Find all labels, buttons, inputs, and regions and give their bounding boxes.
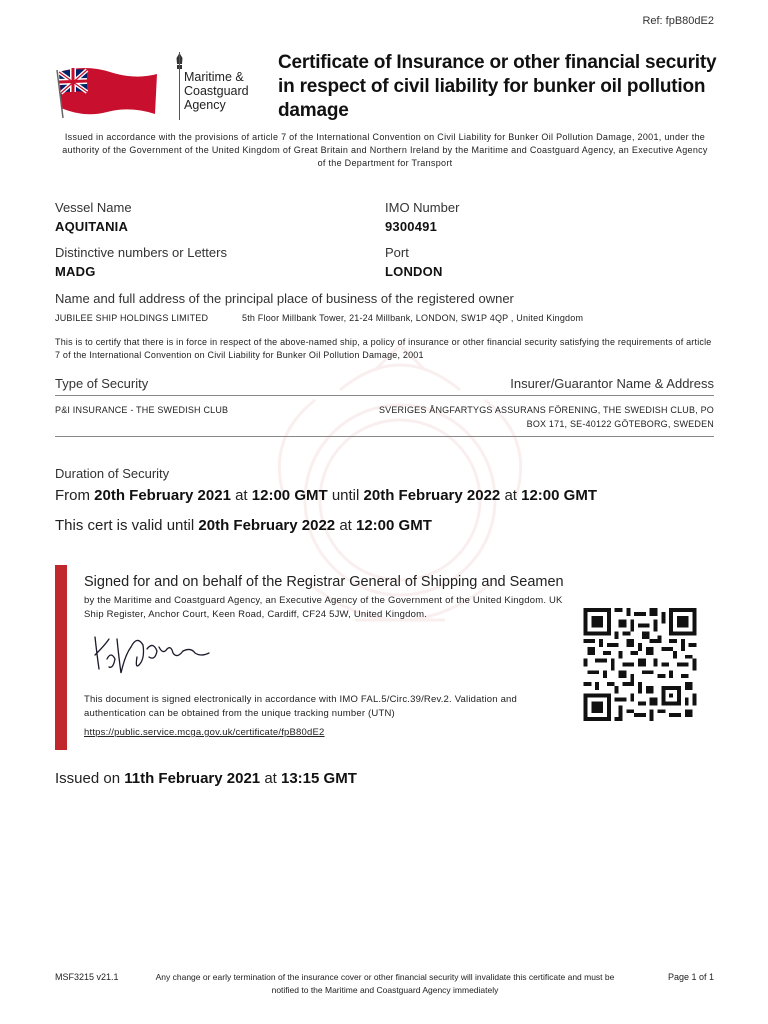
insurer-label: Insurer/Guarantor Name & Address <box>510 376 714 391</box>
agency-name: Maritime & Coastguard Agency <box>184 70 249 112</box>
signature-image <box>91 625 211 677</box>
until-date: 20th February 2022 <box>363 487 501 504</box>
signature-section <box>55 565 714 750</box>
port-value: LONDON <box>385 264 443 279</box>
qr-code[interactable] <box>581 608 699 721</box>
owner-address: 5th Floor Millbank Tower, 21-24 Millbank, LONDON, SW1P 4QP , United Kingdom <box>242 313 584 323</box>
signed-subtext: by the Maritime and Coastguard Agency, an Executive Agency of the Government of the United Kingdom. UK Ship Register, Anchor Court, Keen Road, Cardiff, CF24 5JW, United Kingdom. <box>84 595 563 620</box>
owner-label: Name and full address of the principal place of business of the registered owner <box>55 291 514 306</box>
vessel-name-label: Vessel Name <box>55 200 132 215</box>
issued-line: Issued on 11th February 2021 at 13:15 GMT <box>55 770 357 787</box>
red-ensign-flag-icon <box>55 62 159 120</box>
imo-number-label: IMO Number <box>385 200 460 215</box>
distinctive-letters-label: Distinctive numbers or Letters <box>55 245 227 260</box>
duration-label: Duration of Security <box>55 466 170 481</box>
duration-period: From 20th February 2021 at 12:00 GMT until 20th February 2022 at 12:00 GMT <box>55 487 597 504</box>
insurer-address-line1: SVERIGES ÅNGFARTYGS ASSURANS FÖRENING, THE SWEDISH CLUB, PO <box>378 405 714 415</box>
certificate-title: Certificate of Insurance or other financial security in respect of civil liability for bunker oil pollution damage <box>278 52 717 121</box>
valid-until-time: 12:00 GMT <box>356 517 432 534</box>
accent-bar <box>55 565 67 750</box>
insurer-address-line2: BOX 171, SE-40122 GÖTEBORG, SWEDEN <box>526 419 714 429</box>
form-number: MSF3215 v21.1 <box>55 972 119 982</box>
from-date: 20th February 2021 <box>94 487 231 504</box>
mca-logo <box>176 52 258 124</box>
electronic-signature-note: This document is signed electronically in accordance with IMO FAL.5/Circ.39/Rev.2. Validation and authentication can be obtained from the unique tracking number (UTN) <box>84 694 518 719</box>
vessel-name-value: AQUITANIA <box>55 219 129 234</box>
security-type-value: P&I INSURANCE - THE SWEDISH CLUB <box>55 405 229 415</box>
security-bottom-divider <box>55 436 714 437</box>
logo-divider <box>179 52 180 120</box>
signed-heading: Signed for and on behalf of the Registrar General of Shipping and Seamen <box>84 574 564 590</box>
issued-time: 13:15 GMT <box>281 770 357 787</box>
footer-notice: Any change or early termination of the insurance cover or other financial security will invalidate this certificate and must be notified to the Maritime and Coastguard Agency immediately <box>155 972 615 995</box>
page-number: Page 1 of 1 <box>667 972 714 982</box>
intro-text: Issued in accordance with the provisions of article 7 of the International Convention on Civil Liability for Bunker Oil Pollution Damage, 2001, under the authority of the Government of the United Kingdom of Great Britain and Northern Ireland by the Maritime and Coastguard Agency, an Executive Agency of the Department for Transport <box>62 132 708 168</box>
imo-number-value: 9300491 <box>385 219 438 234</box>
valid-until-date: 20th February 2022 <box>198 517 336 534</box>
verification-link[interactable]: https://public.service.mcga.gov.uk/certificate/fpB80dE2 <box>84 727 325 738</box>
certify-text: This is to certify that there is in force in respect of the above-named ship, a policy of insurance or other financial security satisfying the requirements of article 7 of the International Convention on Civil Liability for Bunker Oil Pollution Damage, 2001 <box>55 337 712 360</box>
security-type-label: Type of Security <box>55 376 149 391</box>
issued-date: 11th February 2021 <box>124 770 261 787</box>
security-divider <box>55 395 714 396</box>
port-label: Port <box>385 245 409 260</box>
distinctive-letters-value: MADG <box>55 264 96 279</box>
until-time: 12:00 GMT <box>521 487 597 504</box>
from-time: 12:00 GMT <box>251 487 328 504</box>
reference-number: Ref: fpB80dE2 <box>642 15 714 27</box>
validity-line: This cert is valid until 20th February 2022 at 12:00 GMT <box>55 517 432 534</box>
owner-name: JUBILEE SHIP HOLDINGS LIMITED <box>55 313 209 323</box>
